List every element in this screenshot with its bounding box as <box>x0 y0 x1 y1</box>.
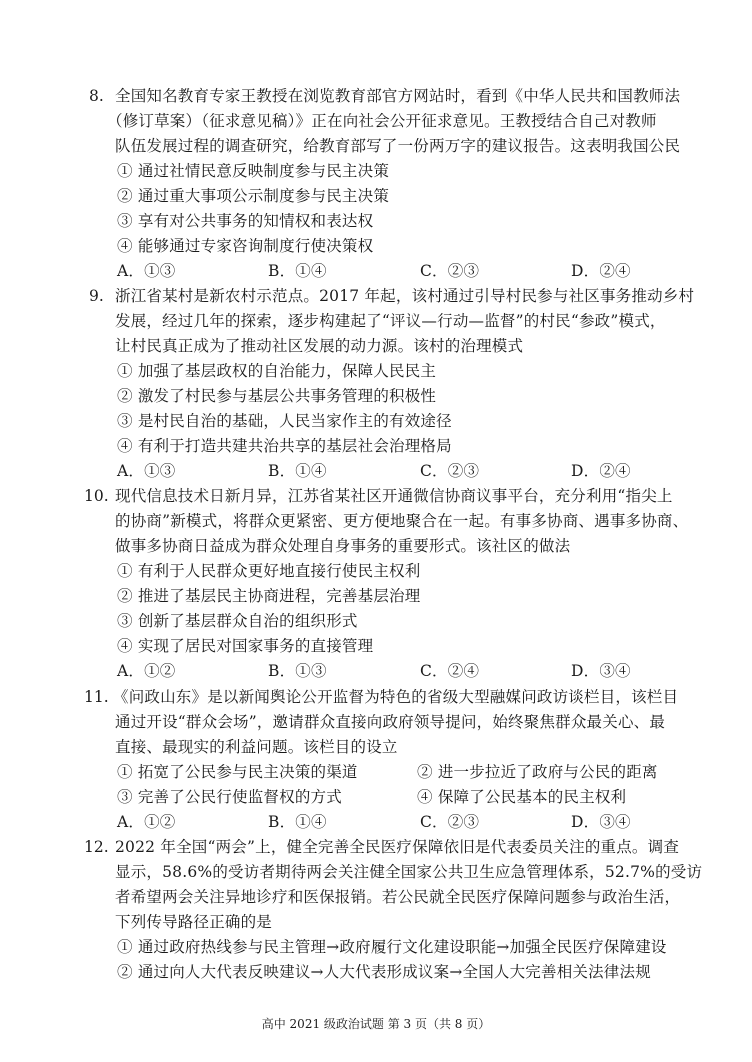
answer-option-d: D．②④ <box>571 262 631 280</box>
question-stem-line: 者希望两会关注异地诊疗和医保报销。若公民就全民医疗保障问题参与政治生活， <box>115 888 681 906</box>
answer-option-c: C．②③ <box>420 813 480 831</box>
answer-option-b: B．①③ <box>268 662 327 680</box>
answer-option-b: B．①④ <box>268 262 327 280</box>
question-stem-line: （修订草案）（征求意见稿）》正在向社会公开征求意见。王教授结合自己对教师 <box>107 112 657 130</box>
answer-option-a: A．①③ <box>117 262 176 280</box>
statement-item: ② 推进了基层民主协商进程，完善基层治理 <box>117 587 421 605</box>
question-stem-line: 下列传导路径正确的是 <box>115 913 273 931</box>
answer-option-b: B．①④ <box>268 462 327 480</box>
question-stem-line: 直接、最现实的利益问题。该栏目的设立 <box>115 738 398 756</box>
statement-item: ③ 享有对公共事务的知情权和表达权 <box>117 212 374 230</box>
answer-option-a: A．①② <box>117 662 176 680</box>
statement-item: ④ 实现了居民对国家事务的直接管理 <box>117 637 374 655</box>
question-number: 12. <box>84 838 109 856</box>
question-stem-line: 2022 年全国“两会”上，健全完善全民医疗保障依旧是代表委员关注的重点。调查 <box>115 838 680 856</box>
answer-option-d: D．③④ <box>571 662 631 680</box>
statement-item: ③ 是村民自治的基础，人民当家作主的有效途径 <box>117 412 452 430</box>
question-stem-line: 浙江省某村是新农村示范点。2017 年起，该村通过引导村民参与社区事务推动乡村 <box>115 287 695 305</box>
question-stem-line: 队伍发展过程的调查研究，给教育部写了一份两万字的建议报告。这表明我国公民 <box>115 137 681 155</box>
statement-item: ② 通过重大事项公示制度参与民主决策 <box>117 187 390 205</box>
question-stem-line: 显示，58.6%的受访者期待两会关注健全国家公共卫生应急管理体系，52.7%的受访 <box>115 863 703 881</box>
question-stem-line: 全国知名教育专家王教授在浏览教育部官方网站时，看到《中华人民共和国教师法 <box>115 87 681 105</box>
question-number: 8. <box>89 87 104 105</box>
question-stem-line: 发展，经过几年的探索，逐步构建起了“评议—行动—监督”的村民“参政”模式， <box>115 312 666 330</box>
answer-option-b: B．①④ <box>268 813 327 831</box>
answer-option-c: C．②③ <box>420 462 480 480</box>
answer-option-c: C．②④ <box>420 662 480 680</box>
statement-item: ① 有利于人民群众更好地直接行使民主权利 <box>117 562 421 580</box>
question-stem-line: 让村民真正成为了推动社区发展的动力源。该村的治理模式 <box>115 337 524 355</box>
statement-item: ④ 保障了公民基本的民主权利 <box>417 788 627 806</box>
answer-option-a: A．①② <box>117 813 176 831</box>
answer-option-d: D．③④ <box>571 813 631 831</box>
answer-option-d: D．②④ <box>571 462 631 480</box>
question-number: 9. <box>89 287 104 305</box>
question-stem-line: 的协商”新模式，将群众更紧密、更方便地聚合在一起。有事多协商、遇事多协商、 <box>115 512 689 530</box>
question-number: 10. <box>84 487 109 505</box>
statement-item: ① 拓宽了公民参与民主决策的渠道 <box>117 763 358 781</box>
statement-item: ③ 完善了公民行使监督权的方式 <box>117 788 342 806</box>
statement-item: ① 通过社情民意反映制度参与民主决策 <box>117 162 390 180</box>
page-footer: 高中 2021 级政治试题 第 3 页（共 8 页） <box>261 1017 491 1031</box>
statement-item: ④ 有利于打造共建共治共享的基层社会治理格局 <box>117 437 452 455</box>
statement-item: ③ 创新了基层群众自治的组织形式 <box>117 612 358 630</box>
statement-item: ④ 能够通过专家咨询制度行使决策权 <box>117 237 374 255</box>
answer-option-c: C．②③ <box>420 262 480 280</box>
statement-item: ① 加强了基层政权的自治能力，保障人民民主 <box>117 362 437 380</box>
question-stem-line: 做事多协商日益成为群众处理自身事务的重要形式。该社区的做法 <box>115 537 571 555</box>
statement-item: ① 通过政府热线参与民主管理→政府履行文化建设职能→加强全民医疗保障建设 <box>117 938 667 956</box>
statement-item: ② 进一步拉近了政府与公民的距离 <box>417 763 658 781</box>
statement-item: ② 通过向人大代表反映建议→人大代表形成议案→全国人大完善相关法律法规 <box>117 963 651 981</box>
answer-option-a: A．①③ <box>117 462 176 480</box>
statement-item: ② 激发了村民参与基层公共事务管理的积极性 <box>117 387 437 405</box>
question-stem-line: 《问政山东》是以新闻舆论公开监督为特色的省级大型融媒问政访谈栏目，该栏目 <box>113 688 679 706</box>
question-stem-line: 现代信息技术日新月异，江苏省某社区开通微信协商议事平台，充分利用“指尖上 <box>115 487 673 505</box>
question-stem-line: 通过开设“群众会场”，邀请群众直接向政府领导提问，始终聚焦群众最关心、最 <box>115 713 666 731</box>
question-number: 11. <box>84 688 109 706</box>
